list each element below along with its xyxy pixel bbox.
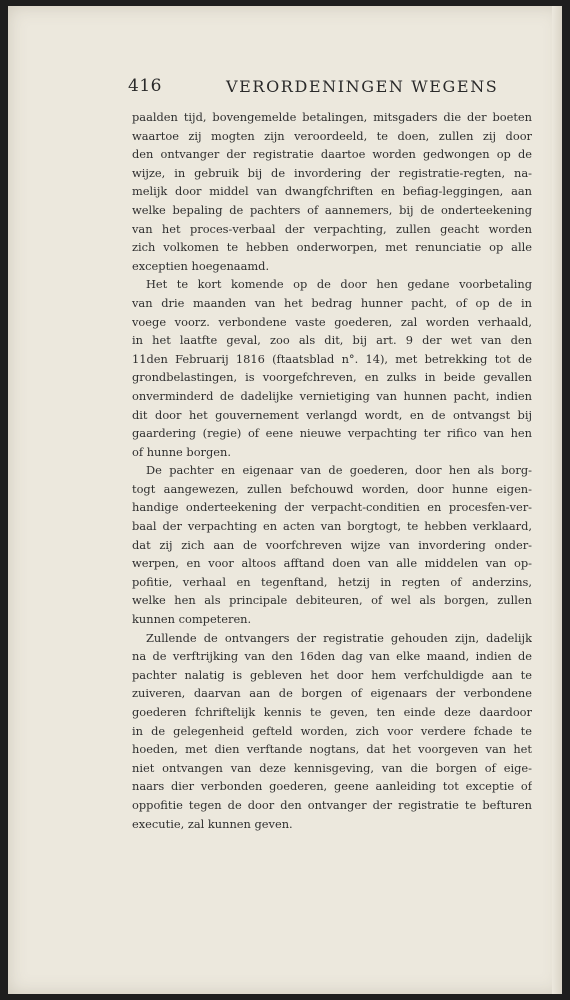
- text-line: in de gelegenheid gefteld worden, zich voor verdere fchade te: [132, 723, 532, 738]
- paragraph: [132, 461, 532, 628]
- text-line: voege voorz. verbondene vaste goederen, zal worden verhaald,: [132, 314, 532, 329]
- text-line: na de verftrijking van den 16den dag van elke maand, indien de: [132, 649, 532, 664]
- text-line: dit door het gouvernement verlangd wordt, en de ontvangst bij: [132, 407, 532, 422]
- text-line: van drie maanden van het bedrag hunner pacht, of op de in: [132, 295, 532, 310]
- page-number: 416: [128, 76, 162, 96]
- text-line: wijze, in gebruik bij de invordering der registratie-regten, na-: [132, 165, 532, 180]
- text-line: goederen fchriftelijk kennis te geven, ten einde deze daardoor: [132, 705, 532, 719]
- paragraph: [132, 629, 532, 834]
- text-line: zuiveren, daarvan aan de borgen of eigenaars der verbondene: [132, 686, 532, 701]
- text-line: grondbelastingen, is voorgefchreven, en zulks in beide gevallen: [132, 370, 532, 385]
- text-line: handige onderteekening der verpacht-conditien en procesfen-ver-: [132, 500, 532, 515]
- page-header: [124, 76, 532, 102]
- text-line: pachter nalatig is gebleven het door hem verfchuldigde aan te: [132, 667, 532, 682]
- running-title: VERORDENINGEN WEGENS: [226, 77, 499, 96]
- text-line: werpen, en voor altoos afftand doen van alle middelen van op-: [132, 556, 532, 571]
- text-line: dat zij zich aan de voorfchreven wijze van invordering onder-: [132, 537, 532, 552]
- text-line: togt aangewezen, zullen befchouwd worden, door hunne eigen-: [132, 481, 532, 496]
- text-line: De pachter en eigenaar van de goederen, door hen als borg-: [146, 463, 532, 478]
- text-line: baal der verpachting en acten van borgtogt, te hebben verklaard,: [132, 519, 532, 534]
- text-line: gaardering (regie) of eene nieuwe verpachting ter rifico van hen: [132, 426, 532, 441]
- body-text: [132, 108, 532, 833]
- text-line: executie, zal kunnen geven.: [132, 816, 293, 831]
- text-line: van het proces-verbaal der verpachting, zullen geacht worden: [132, 221, 532, 236]
- text-line: waartoe zij mogten zijn veroordeeld, te doen, zullen zij door: [132, 128, 532, 143]
- text-line: zich volkomen te hebben onderworpen, met renunciatie op alle: [132, 240, 532, 255]
- text-line: pofitie, verhaal en tegenftand, hetzij in regten of anderzins,: [132, 574, 532, 589]
- text-line: melijk door middel van dwangfchriften en befiag-leggingen, aan: [132, 184, 532, 199]
- text-line: naars dier verbonden goederen, geene aanleiding tot exceptie of: [132, 779, 532, 794]
- text-line: hoeden, met dien verftande nogtans, dat het voorgeven van het: [132, 742, 532, 757]
- text-line: Zullende de ontvangers der registratie gehouden zijn, dadelijk: [146, 630, 532, 645]
- text-line: 11den Februarij 1816 (ftaatsblad n°. 14), met betrekking tot de: [132, 351, 532, 366]
- text-line: Het te kort komende op de door hen gedane voorbetaling: [146, 277, 532, 292]
- text-line: welke bepaling de pachters of aannemers, bij de onderteekening: [132, 202, 532, 217]
- paragraph: [132, 275, 532, 461]
- text-line: oppofitie tegen de door den ontvanger der registratie te befturen: [132, 797, 532, 812]
- text-line: paalden tijd, bovengemelde betalingen, mitsgaders die der boeten: [132, 110, 532, 124]
- text-line: welke hen als principale debiteuren, of wel als borgen, zullen: [132, 593, 532, 608]
- text-line: den ontvanger der registratie daartoe worden gedwongen op de: [132, 147, 532, 162]
- paragraph: [132, 108, 532, 275]
- text-line: in het laatfte geval, zoo als dit, bij art. 9 der wet van den: [132, 333, 532, 348]
- text-line: of hunne borgen.: [132, 444, 231, 459]
- text-line: exceptien hoegenaamd.: [132, 258, 270, 273]
- text-line: niet ontvangen van deze kennisgeving, van die borgen of eige-: [132, 760, 532, 775]
- text-line: onverminderd de dadelijke vernietiging van hunnen pacht, indien: [132, 388, 532, 403]
- page-edge: [552, 6, 562, 994]
- text-line: kunnen competeren.: [132, 612, 252, 627]
